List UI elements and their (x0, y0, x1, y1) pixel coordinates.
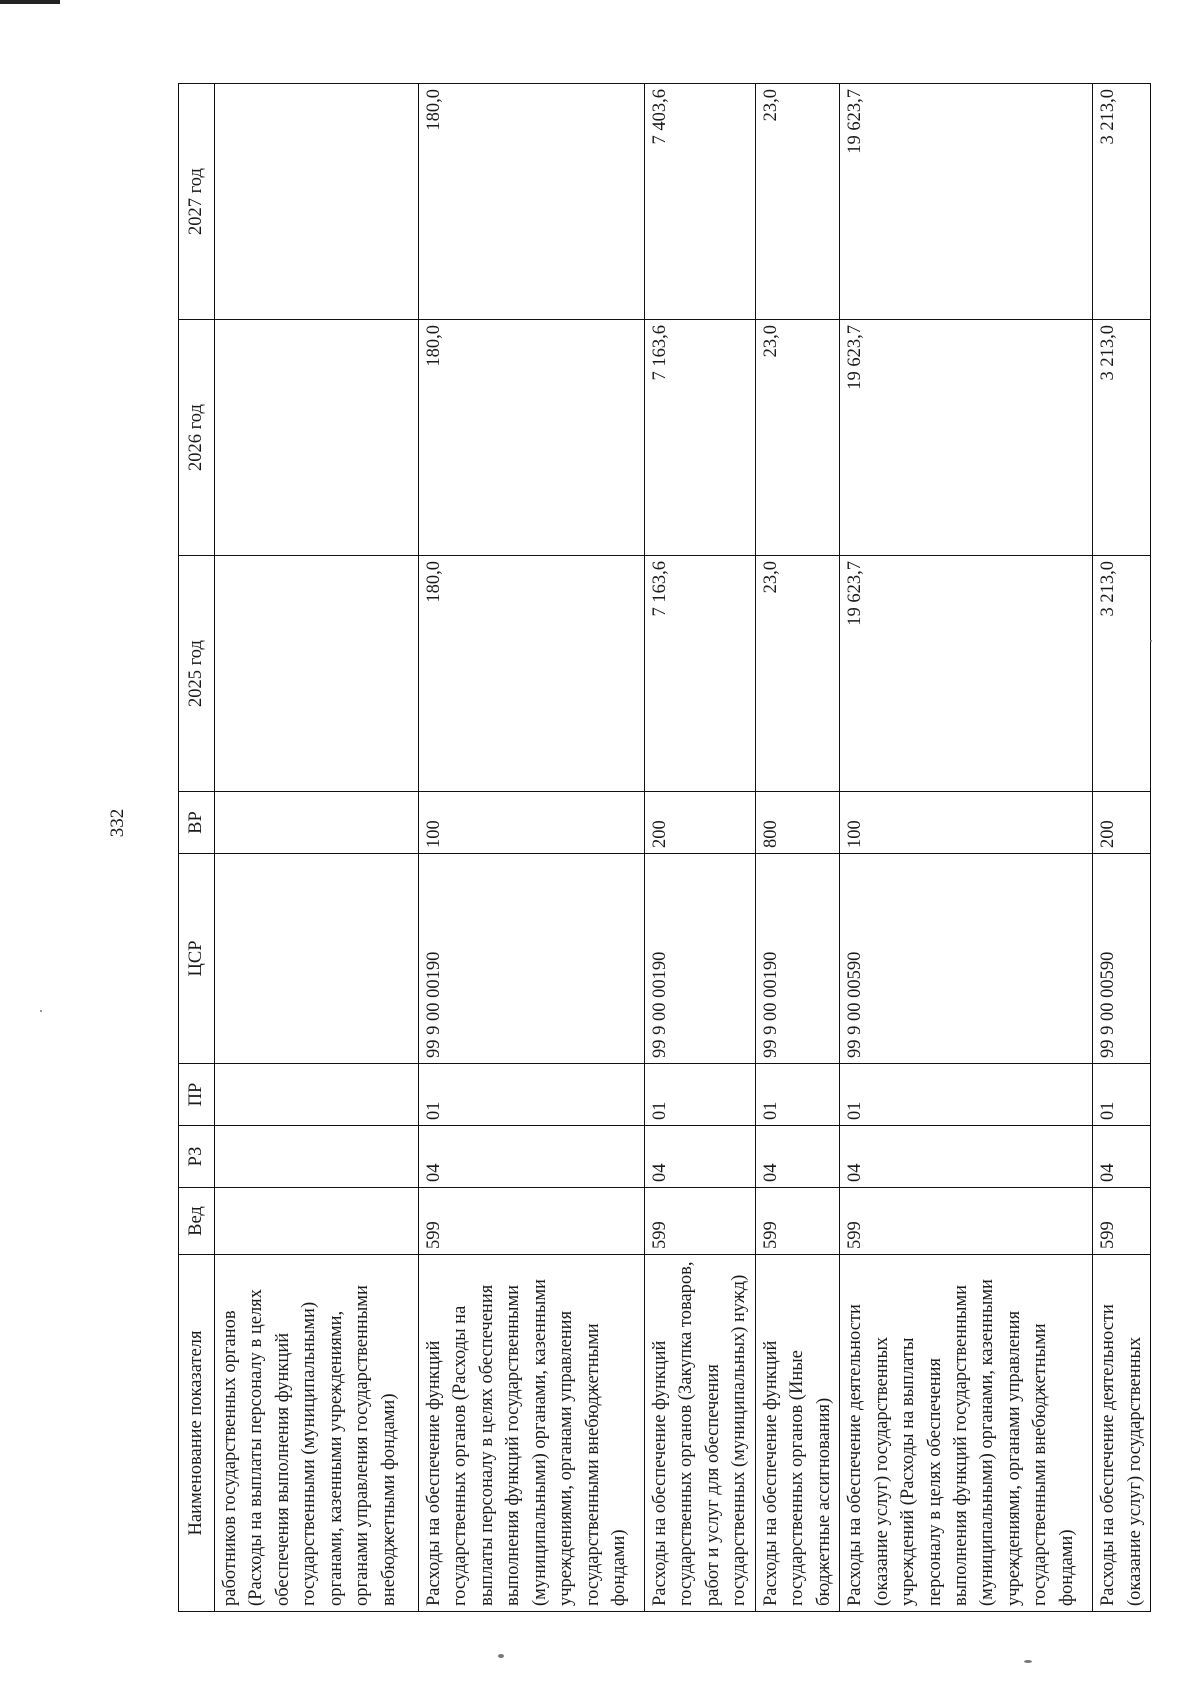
cell-pr: 01 (645, 1064, 756, 1126)
cell-rz: 04 (419, 1126, 645, 1188)
cell-2027 (215, 84, 419, 320)
cell-csr (215, 854, 419, 1064)
header-csr: ЦСР (179, 854, 215, 1064)
header-rz: РЗ (179, 1126, 215, 1188)
cell-pr: 01 (840, 1064, 1093, 1126)
header-2027: 2027 год (179, 84, 215, 320)
cell-2026: 23,0 (755, 320, 839, 556)
cell-vr: 100 (840, 792, 1093, 854)
cell-rz: 04 (755, 1126, 839, 1188)
scan-speck (1024, 1660, 1032, 1663)
cell-vr (215, 792, 419, 854)
cell-vr: 100 (419, 792, 645, 854)
cell-ved: 599 (755, 1188, 839, 1255)
budget-table (178, 83, 1151, 1612)
cell-ved: 599 (1093, 1188, 1151, 1255)
cell-name: Расходы на обеспечение функций государственных органов (Расходы на выплаты персоналу в целях обеспечения выполнения функций государственными (муниципальными) органами, казенными учреждениями, органами управления государственными внебюджетными фондами) (419, 1255, 645, 1612)
cell-2026 (215, 320, 419, 556)
cell-2025 (215, 556, 419, 792)
header-vr: ВР (179, 792, 215, 854)
cell-2025: 3 213,0 (1093, 556, 1151, 792)
cell-2027: 19 623,7 (840, 84, 1093, 320)
cell-name: Расходы на обеспечение функций государственных органов (Иные бюджетные ассигнования) (755, 1255, 839, 1612)
table-row (645, 84, 756, 1612)
cell-vr: 800 (755, 792, 839, 854)
cell-2027: 7 403,6 (645, 84, 756, 320)
cell-ved: 599 (840, 1188, 1093, 1255)
cell-pr (215, 1064, 419, 1126)
cell-2025: 180,0 (419, 556, 645, 792)
cell-2025: 19 623,7 (840, 556, 1093, 792)
header-2026: 2026 год (179, 320, 215, 556)
header-2025: 2025 год (179, 556, 215, 792)
table-row (215, 84, 419, 1612)
cell-2025: 7 163,6 (645, 556, 756, 792)
cell-csr: 99 9 00 00590 (1093, 854, 1151, 1064)
cell-rz: 04 (840, 1126, 1093, 1188)
table-row (840, 84, 1093, 1612)
cell-ved: 599 (645, 1188, 756, 1255)
cell-ved: 599 (419, 1188, 645, 1255)
cell-name: Расходы на обеспечение функций государственных органов (Закупка товаров, работ и услуг для обеспечения государственных (муниципальных) нужд) (645, 1255, 756, 1612)
cell-2027: 180,0 (419, 84, 645, 320)
cell-ved (215, 1188, 419, 1255)
scan-speck (40, 1010, 42, 1012)
cell-2026: 19 623,7 (840, 320, 1093, 556)
cell-csr: 99 9 00 00190 (755, 854, 839, 1064)
cell-rz (215, 1126, 419, 1188)
scan-speck (1150, 640, 1152, 642)
cell-name: Расходы на обеспечение деятельности (оказание услуг) государственных (1093, 1255, 1151, 1612)
header-pr: ПР (179, 1064, 215, 1126)
header-ved: Вед (179, 1188, 215, 1255)
cell-csr: 99 9 00 00190 (419, 854, 645, 1064)
table-header-row (179, 84, 215, 1612)
cell-2026: 180,0 (419, 320, 645, 556)
cell-vr: 200 (645, 792, 756, 854)
cell-pr: 01 (419, 1064, 645, 1126)
table-row (1093, 84, 1151, 1612)
cell-name: Расходы на обеспечение деятельности (оказание услуг) государственных учреждений (Расходы на выплаты персоналу в целях обеспечения выполнения функций государственными (муниципальными) органами, казенными учреждениями, органами управления государственными внебюджетными фондами) (840, 1255, 1093, 1612)
cell-pr: 01 (1093, 1064, 1151, 1126)
budget-table-container (178, 84, 1145, 1612)
cell-name: работников государственных органов (Расходы на выплаты персоналу в целях обеспечения выполнения функций государственными (муниципальными) органами, казенными учреждениями, органами управления государственными внебюджетными фондами) (215, 1255, 419, 1612)
header-name: Наименование показателя (179, 1255, 215, 1612)
table-row (419, 84, 645, 1612)
cell-rz: 04 (645, 1126, 756, 1188)
table-row (755, 84, 839, 1612)
page-number: 332 (107, 808, 128, 838)
cell-2025: 23,0 (755, 556, 839, 792)
cell-2027: 3 213,0 (1093, 84, 1151, 320)
scan-edge-mark (0, 0, 60, 4)
scan-speck (498, 1654, 504, 1658)
cell-csr: 99 9 00 00590 (840, 854, 1093, 1064)
cell-rz: 04 (1093, 1126, 1151, 1188)
cell-2026: 7 163,6 (645, 320, 756, 556)
cell-vr: 200 (1093, 792, 1151, 854)
cell-csr: 99 9 00 00190 (645, 854, 756, 1064)
cell-2027: 23,0 (755, 84, 839, 320)
cell-pr: 01 (755, 1064, 839, 1126)
cell-2026: 3 213,0 (1093, 320, 1151, 556)
